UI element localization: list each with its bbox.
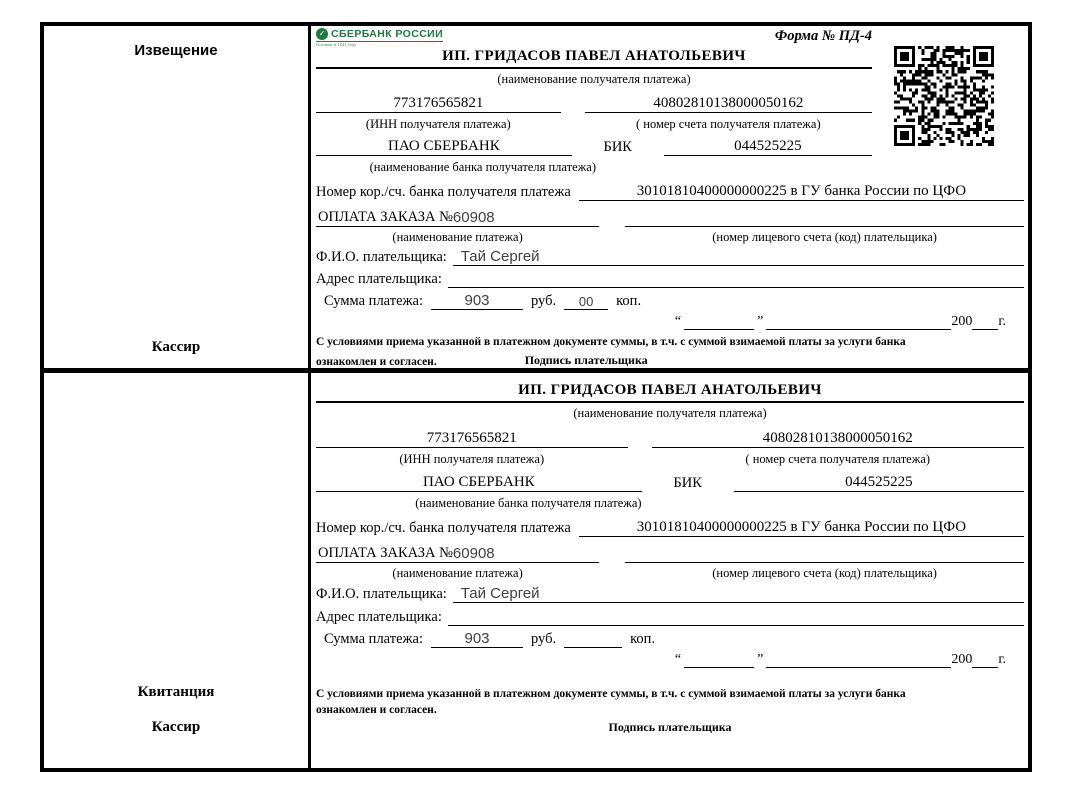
date-month-underline-2 [766, 667, 951, 668]
date-year-underline [972, 329, 998, 330]
bank-name-label: (наименование банка получателя платежа) [369, 159, 596, 174]
order-number-value-2: 60908 [452, 545, 495, 562]
bank-name-label-2: (наименование банка получателя платежа) [415, 495, 642, 510]
agreement-text-line1: С условиями приема указанной в платежном документе суммы, в т.ч. с суммой взимаемой платы за услуги банка [316, 336, 906, 348]
notice-sidebar [44, 26, 311, 368]
notice-form [311, 26, 1028, 368]
inn-value-2: 773176565821 [426, 430, 517, 446]
qr-code [894, 46, 994, 146]
payer-address-label: Адрес плательщика: [316, 271, 442, 287]
bank-name-value-2: ПАО СБЕРБАНК [422, 474, 535, 490]
notice-label: Извещение [134, 42, 218, 59]
receipt-label: Квитанция [137, 684, 215, 700]
recipient-name: ИП. ГРИДАСОВ ПАВЕЛ АНАТОЛЬЕВИЧ [316, 48, 872, 69]
agreement-text-line2: ознакомлен и согласен. [316, 356, 437, 368]
date-month-underline [766, 329, 951, 330]
date-year-underline-2 [972, 667, 998, 668]
payment-name-label: (наименование платежа) [392, 229, 523, 244]
inn-label-2: (ИНН получателя платежа) [399, 451, 545, 466]
kop-label: коп. [616, 293, 642, 309]
form-number-label: Форма № ПД-4 [774, 28, 872, 44]
date-year-prefix: 200 [951, 314, 973, 329]
bik-label: БИК [603, 139, 632, 155]
account-label: ( номер счета получателя платежа) [635, 116, 821, 131]
payer-fio-label-2: Ф.И.О. плательщика: [316, 586, 447, 602]
amount-label: Сумма платежа: [324, 293, 423, 309]
date-year-suffix: г. [998, 314, 1006, 329]
order-number-value: 60908 [452, 209, 495, 226]
kop-label-2: коп. [630, 631, 656, 647]
cashier-label: Кассир [151, 339, 201, 355]
inn-label: (ИНН получателя платежа) [365, 116, 511, 131]
bik-label-2: БИК [673, 475, 702, 491]
account-label-2: ( номер счета получателя платежа) [745, 451, 931, 466]
receipt-section [44, 373, 1028, 768]
signature-label-2: Подпись плательщика [608, 720, 732, 734]
amount-rub-value: 903 [464, 292, 490, 309]
date-year-suffix-2: г. [998, 652, 1006, 667]
corr-account-value: 30101810400000000225 в ГУ банка России по ЦФО [636, 183, 967, 199]
bank-logo-tagline: Основан в 1841 году [316, 42, 357, 47]
receipt-form [311, 373, 1028, 768]
date-year-prefix-2: 200 [951, 652, 973, 667]
payer-code-label-2: (номер лицевого счета (код) плательщика) [712, 565, 937, 580]
payment-name-prefix-2: ОПЛАТА ЗАКАЗА № [318, 545, 453, 561]
account-value: 40802810138000050162 [653, 95, 804, 111]
payer-address-label-2: Адрес плательщика: [316, 609, 442, 625]
agreement-text-line2-2: ознакомлен и согласен. [316, 704, 437, 716]
date-day-underline-2 [684, 667, 754, 668]
bank-logo-text: СБЕРБАНК РОССИИ [331, 28, 444, 40]
bank-name-value: ПАО СБЕРБАНК [388, 138, 500, 154]
sberbank-logo [316, 28, 443, 47]
recipient-name-2: ИП. ГРИДАСОВ ПАВЕЛ АНАТОЛЬЕВИЧ [316, 382, 1024, 403]
payer-name-value: Тай Сергей [460, 248, 540, 265]
recipient-name-label-2: (наименование получателя платежа) [573, 405, 767, 420]
cashier-label-2: Кассир [151, 719, 201, 735]
bik-value-2: 044525225 [845, 474, 913, 490]
payer-fio-label: Ф.И.О. плательщика: [316, 249, 447, 265]
date-quote-close-2: ” [757, 652, 764, 667]
date-quote-close: ” [757, 314, 764, 329]
signature-label: Подпись плательщика [524, 353, 648, 367]
amount-kop-value: 00 [578, 294, 594, 309]
account-value-2: 40802810138000050162 [762, 430, 913, 446]
date-day-underline [684, 329, 754, 330]
amount-label-2: Сумма платежа: [324, 631, 423, 647]
date-quote-open: “ [674, 314, 682, 329]
payer-name-value-2: Тай Сергей [460, 585, 540, 602]
rub-label-2: руб. [531, 631, 557, 647]
payment-name-prefix: ОПЛАТА ЗАКАЗА № [318, 209, 453, 225]
bik-value: 044525225 [734, 138, 802, 154]
payment-form-sheet [40, 22, 1032, 772]
inn-value: 773176565821 [393, 95, 484, 111]
corr-account-label: Номер кор./сч. банка получателя платежа [316, 184, 571, 200]
date-quote-open-2: “ [674, 652, 682, 667]
payment-name-label-2: (наименование платежа) [392, 565, 523, 580]
notice-section [44, 26, 1028, 373]
recipient-name-label: (наименование получателя платежа) [497, 71, 691, 86]
amount-rub-value-2: 903 [464, 630, 490, 647]
sberbank-logo-icon: ✓ [316, 28, 328, 40]
corr-account-label-2: Номер кор./сч. банка получателя платежа [316, 520, 571, 536]
corr-account-value-2: 30101810400000000225 в ГУ банка России по ЦФО [636, 519, 967, 535]
agreement-text-line1-2: С условиями приема указанной в платежном документе суммы, в т.ч. с суммой взимаемой платы за услуги банка [316, 688, 906, 700]
receipt-sidebar [44, 373, 311, 768]
payer-code-label: (номер лицевого счета (код) плательщика) [712, 229, 937, 244]
rub-label: руб. [531, 293, 557, 309]
